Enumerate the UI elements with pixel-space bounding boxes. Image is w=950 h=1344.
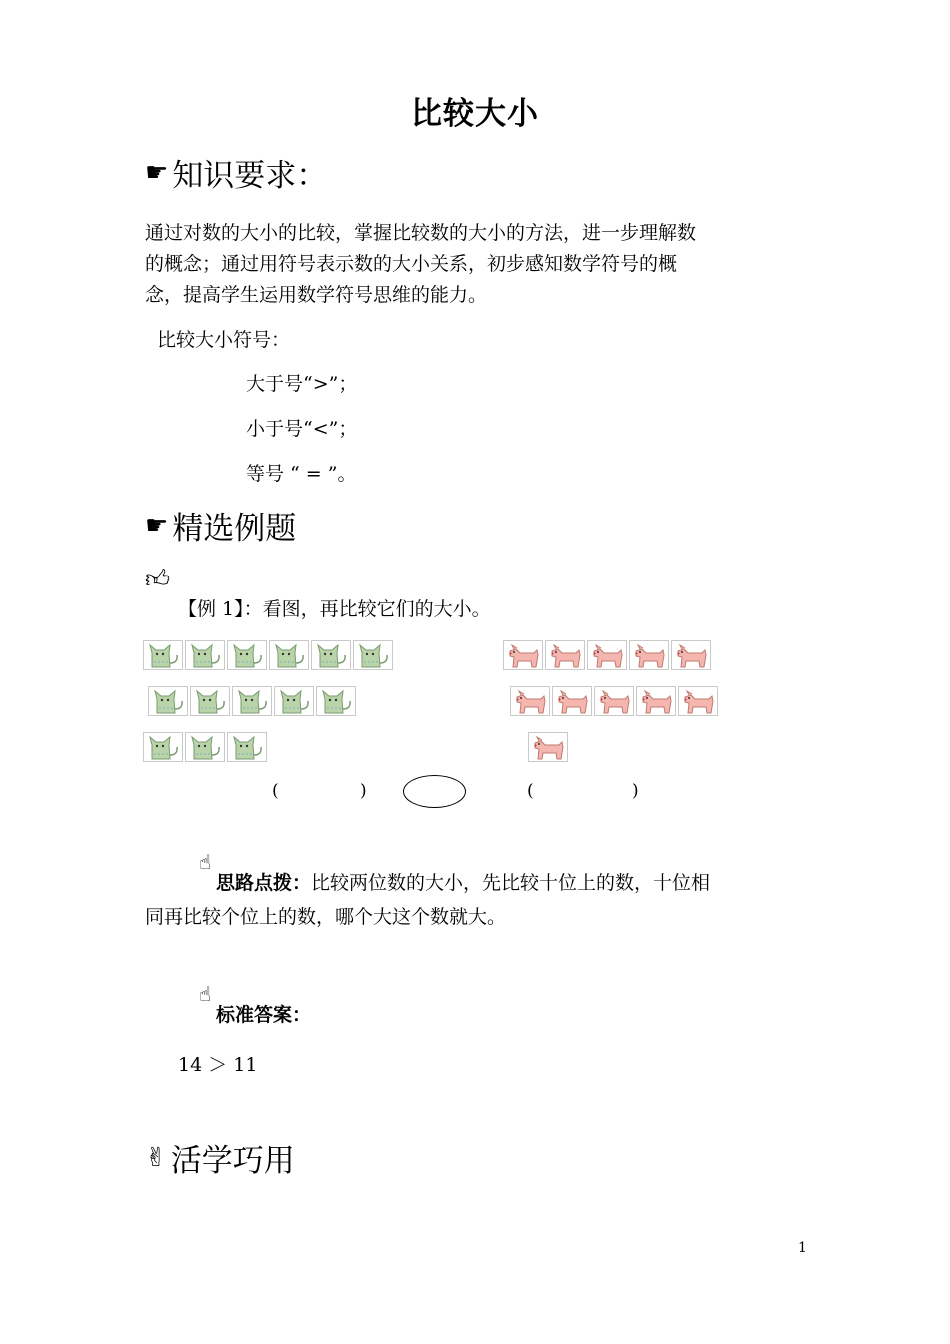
section-heading-text: 精选例题 xyxy=(172,511,297,547)
dog-row xyxy=(528,732,568,762)
victory-hand-icon: ✌︎ xyxy=(145,1142,167,1173)
cat-icon xyxy=(227,732,267,762)
right-blank-close: ) xyxy=(632,781,639,801)
dog-icon xyxy=(587,640,627,670)
dog-icon xyxy=(545,640,585,670)
intro-line: 通过对数的大小的比较，掌握比较数的大小的方法，进一步理解数 xyxy=(145,222,697,244)
symbol-less: 小于号“<”； xyxy=(246,418,358,440)
hint-line-1 xyxy=(216,868,710,895)
right-blank-open: ( xyxy=(527,781,534,801)
cat-icon xyxy=(190,686,230,716)
pointing-hand-icon: ☛ xyxy=(145,510,169,541)
left-blank-open: ( xyxy=(272,781,279,801)
cat-icon xyxy=(269,640,309,670)
cat-icon xyxy=(148,686,188,716)
dog-row xyxy=(503,640,711,670)
intro-paragraph xyxy=(145,218,805,311)
section-heading-knowledge xyxy=(145,150,327,195)
dog-icon xyxy=(629,640,669,670)
cat-icon xyxy=(185,732,225,762)
cat-icon xyxy=(143,732,183,762)
cat-icon xyxy=(227,640,267,670)
hint-label: 思路点拨： xyxy=(216,872,312,894)
page-title: 比较大小 xyxy=(411,96,539,132)
page-number: 1 xyxy=(798,1240,807,1256)
section-heading-practice xyxy=(145,1135,295,1180)
dog-icon xyxy=(678,686,718,716)
dog-icon xyxy=(636,686,676,716)
dog-icon xyxy=(671,640,711,670)
pointing-hand-icon: ☛ xyxy=(145,157,169,188)
section-heading-examples xyxy=(145,503,296,548)
dog-icon xyxy=(503,640,543,670)
thumbs-up-icon: 👍︎ xyxy=(145,565,171,593)
example-text: 【例 1】：看图，再比较它们的大小。 xyxy=(178,598,491,620)
cat-icon xyxy=(185,640,225,670)
intro-line: 的概念；通过用符号表示数的大小关系，初步感知数学符号的概 xyxy=(145,253,678,275)
cat-row xyxy=(143,640,393,670)
finger-up-icon: ☝︎ xyxy=(199,982,212,1006)
compare-oval-blank[interactable] xyxy=(403,775,466,808)
cat-icon xyxy=(353,640,393,670)
cat-icon xyxy=(143,640,183,670)
cat-row xyxy=(143,732,267,762)
symbol-greater: 大于号“>”； xyxy=(246,373,358,395)
section-heading-text: 活学巧用 xyxy=(170,1143,295,1179)
cat-row xyxy=(148,686,356,716)
section-heading-text: 知识要求： xyxy=(172,158,328,194)
dog-icon xyxy=(552,686,592,716)
dog-icon xyxy=(510,686,550,716)
cat-icon xyxy=(232,686,272,716)
answer-value: 14 ＞ 11 xyxy=(178,1054,258,1076)
left-blank-close: ) xyxy=(360,781,367,801)
cat-icon xyxy=(274,686,314,716)
hint-line-2: 同再比较个位上的数，哪个大这个数就大。 xyxy=(145,906,507,928)
cat-icon xyxy=(311,640,351,670)
dog-row xyxy=(510,686,718,716)
dog-icon xyxy=(528,732,568,762)
finger-up-icon: ☝︎ xyxy=(199,850,212,874)
symbols-label: 比较大小符号： xyxy=(157,329,291,351)
intro-line: 念，提高学生运用数学符号思维的能力。 xyxy=(145,284,488,306)
cat-icon xyxy=(316,686,356,716)
dog-icon xyxy=(594,686,634,716)
answer-label: 标准答案： xyxy=(216,1004,312,1026)
symbol-equal: 等号 “ = ”。 xyxy=(246,463,357,485)
hint-text: 比较两位数的大小，先比较十位上的数，十位相 xyxy=(311,872,711,894)
